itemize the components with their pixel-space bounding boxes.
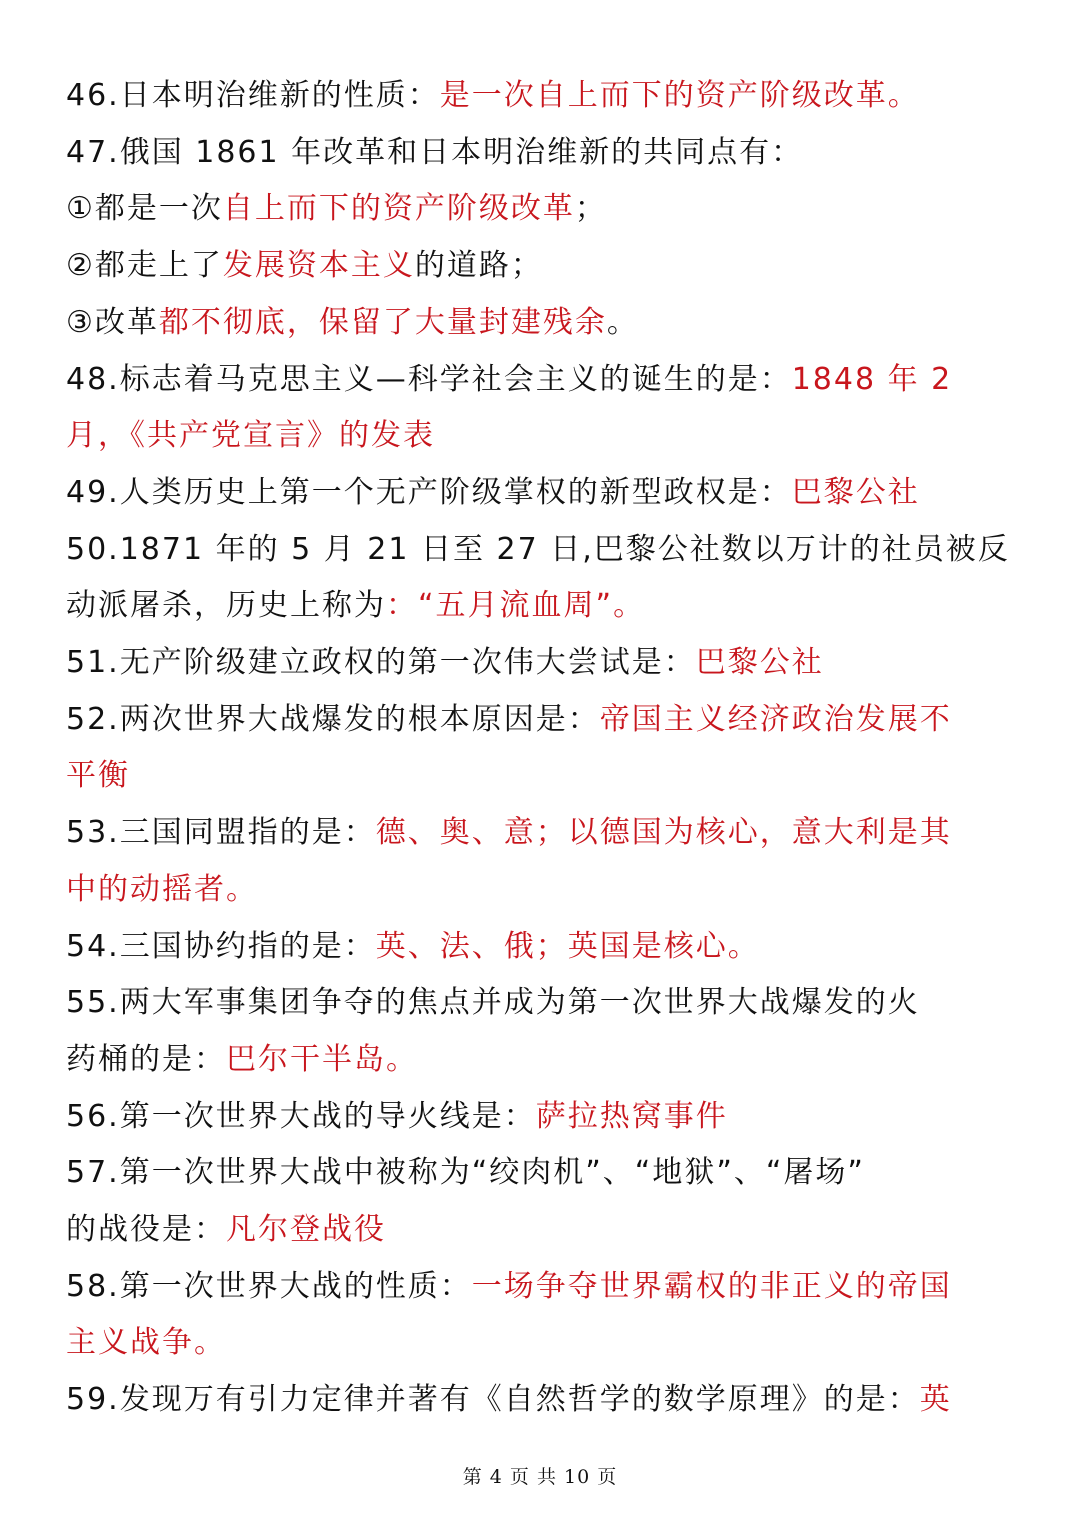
question-text: 药桶的是： xyxy=(66,1041,226,1077)
page-footer: 第 4 页 共 10 页 xyxy=(462,1466,618,1488)
text-line xyxy=(66,1321,1020,1365)
question-text: 动派屠杀，历史上称为 xyxy=(66,588,386,624)
question-text: 50.1871 年的 5 月 21 日至 27 日,巴黎公社数以万计的社员被反 xyxy=(66,531,1010,567)
question-text: 的战役是： xyxy=(66,1212,226,1247)
text-line xyxy=(66,471,1020,515)
question-text: 53.三国同盟指的是： xyxy=(66,815,376,851)
answer-text: 1848 年 2 xyxy=(791,361,953,397)
answer-text: 英 xyxy=(919,1382,952,1418)
question-text: 56.第一次世界大战的导火线是： xyxy=(66,1098,536,1134)
answer-text: 是一次自上而下的资产阶级改革。 xyxy=(439,78,920,113)
text-line xyxy=(66,1095,1020,1139)
question-text: 51.无产阶级建立政权的第一次伟大尝试是： xyxy=(66,645,696,680)
answer-text: 都不彻底，保留了大量封建残余 xyxy=(158,304,607,340)
question-text: 48.标志着马克思主义—科学社会主义的诞生的是： xyxy=(66,361,792,397)
text-line xyxy=(66,1038,1020,1082)
question-text: 57.第一次世界大战中被称为“绞肉机”、“地狱”、“屠场” xyxy=(66,1155,865,1191)
text-line xyxy=(66,1208,1020,1252)
text-line xyxy=(66,641,1020,685)
answer-text: 自上而下的资产阶级改革 xyxy=(222,191,575,227)
answer-text: 帝国主义经济政治发展不 xyxy=(599,701,952,737)
answer-text: 平衡 xyxy=(66,758,130,794)
answer-text: 德、奥、意；以德国为核心，意大利是其 xyxy=(375,815,952,851)
text-line xyxy=(66,131,1020,175)
question-text: 的道路； xyxy=(414,248,543,284)
answer-text: 中的动摇者。 xyxy=(66,871,258,907)
answer-text: 巴黎公社 xyxy=(791,474,920,510)
text-line xyxy=(66,925,1020,969)
answer-text: 巴尔干半岛。 xyxy=(226,1041,418,1077)
answer-text: 萨拉热窝事件 xyxy=(535,1098,728,1134)
text-line xyxy=(66,358,1020,402)
text-line xyxy=(66,698,1020,742)
text-line xyxy=(66,981,1020,1025)
question-text: 58.第一次世界大战的性质： xyxy=(66,1268,472,1304)
question-text: 52.两次世界大战爆发的根本原因是： xyxy=(66,701,600,737)
question-text: ①都是一次 xyxy=(66,191,223,227)
answer-text: ：“五月流血周”。 xyxy=(386,588,646,624)
text-line xyxy=(66,584,1020,628)
answer-text: 一场争夺世界霸权的非正义的帝国 xyxy=(471,1268,952,1304)
question-text: 。 xyxy=(606,304,639,340)
answer-text: 发展资本主义 xyxy=(222,248,415,284)
text-line xyxy=(66,754,1020,798)
text-line xyxy=(66,244,1020,288)
text-line xyxy=(66,1378,1020,1422)
text-line xyxy=(66,187,1020,231)
question-text: 54.三国协约指的是： xyxy=(66,928,376,964)
text-line xyxy=(66,528,1020,572)
question-text: 46.日本明治维新的性质： xyxy=(66,78,440,113)
text-line xyxy=(66,74,1020,118)
question-text: 47.俄国 1861 年改革和日本明治维新的共同点有： xyxy=(66,134,804,170)
question-text: ； xyxy=(574,191,607,227)
question-text: 55.两大军事集团争夺的焦点并成为第一次世界大战爆发的火 xyxy=(66,985,920,1021)
text-line xyxy=(66,811,1020,855)
answer-text: 凡尔登战役 xyxy=(226,1212,386,1247)
question-text: 49.人类历史上第一个无产阶级掌权的新型政权是： xyxy=(66,474,792,510)
text-line xyxy=(66,414,1020,458)
answer-text: 英、法、俄；英国是核心。 xyxy=(375,928,760,964)
question-text: 59.发现万有引力定律并著有《自然哲学的数学原理》的是： xyxy=(66,1382,920,1418)
text-line xyxy=(66,1265,1020,1309)
text-line xyxy=(66,301,1020,345)
answer-text: 主义战争。 xyxy=(66,1325,226,1361)
text-line xyxy=(66,868,1020,912)
answer-text: 月，《共产党宣言》的发表 xyxy=(66,418,435,454)
question-text: ③改革 xyxy=(66,304,159,340)
answer-text: 巴黎公社 xyxy=(695,645,824,680)
text-line xyxy=(66,1151,1020,1195)
question-text: ②都走上了 xyxy=(66,248,223,284)
